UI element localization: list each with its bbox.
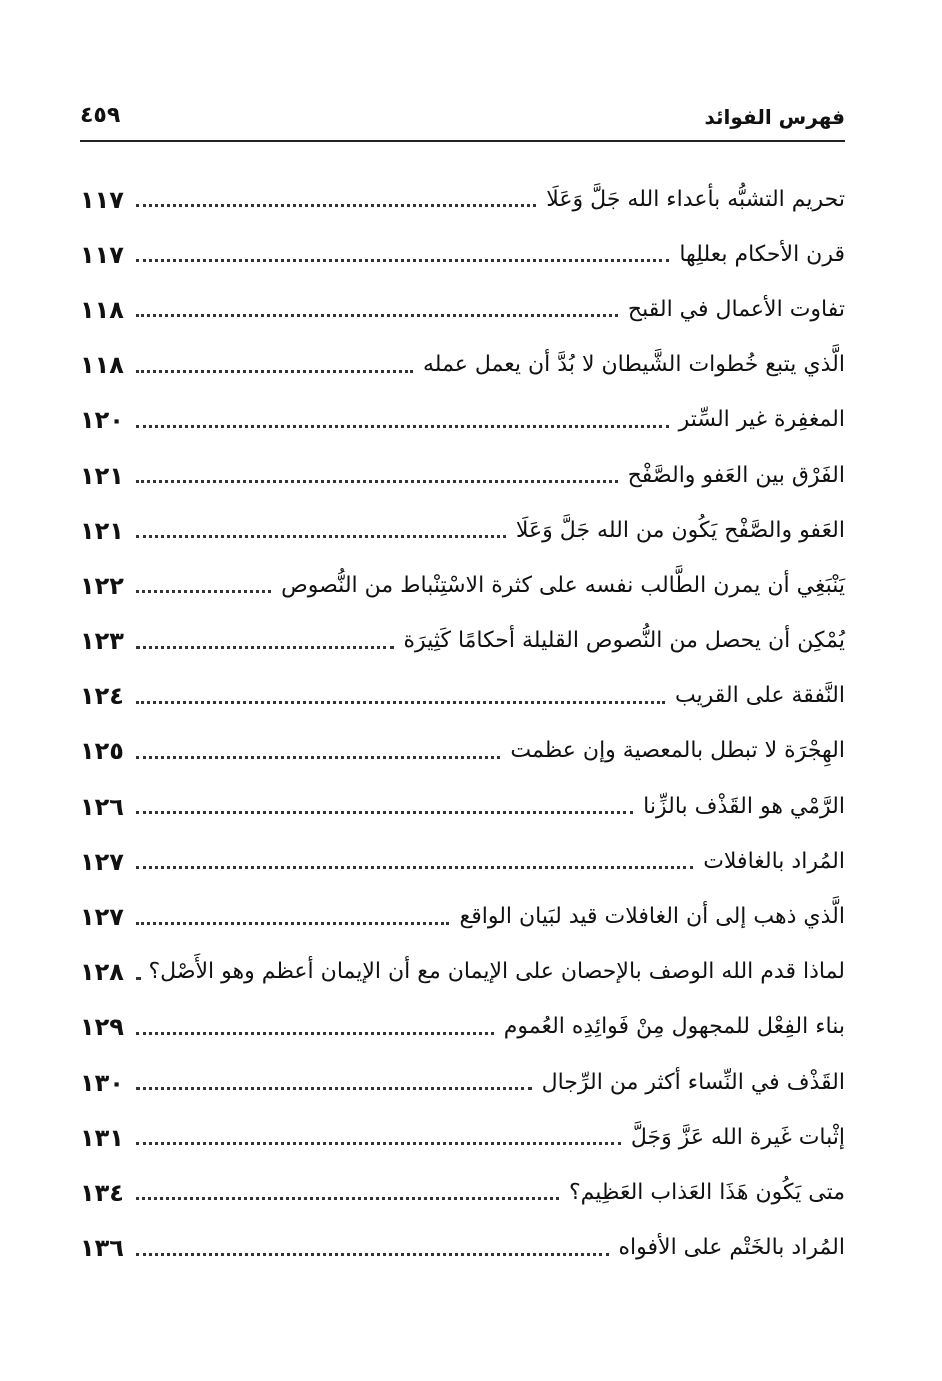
- index-entry: [80, 889, 845, 944]
- entry-text: تفاوت الأعمال في القبح: [627, 296, 845, 322]
- entry-page-number: ١٢٤: [80, 682, 124, 711]
- dot-leader: [136, 590, 271, 593]
- index-entry: [80, 669, 845, 724]
- index-entry: [80, 1110, 845, 1165]
- entry-page-number: ١١٨: [80, 295, 124, 324]
- entry-text: الَّذي يتبع خُطوات الشَّيطان لا بُدَّ أن يعمل عمله: [423, 352, 845, 378]
- dot-leader: [136, 756, 500, 759]
- dot-leader: [136, 977, 138, 980]
- index-entry: [80, 393, 845, 448]
- entry-page-number: ١٣٠: [80, 1068, 124, 1097]
- dot-leader: [136, 314, 618, 317]
- entry-text: الَّذي ذهب إلى أن الغافلات قيد لبَيان الواقع: [459, 904, 845, 930]
- index-entry: [80, 227, 845, 282]
- index-entry: [80, 945, 845, 1000]
- entry-text: الفَرْق بين العَفو والصَّفْح: [627, 462, 845, 488]
- page-header: [80, 96, 845, 144]
- dot-leader: [136, 259, 669, 262]
- running-title: فهرس الفوائد: [704, 105, 845, 129]
- entry-page-number: ١٣١: [80, 1123, 124, 1152]
- index-entry: [80, 558, 845, 613]
- entry-page-number: ١٢٧: [80, 903, 124, 932]
- index-entry: [80, 1000, 845, 1055]
- entry-page-number: ١٢١: [80, 461, 124, 490]
- dot-leader: [136, 1032, 494, 1035]
- dot-leader: [136, 1142, 621, 1145]
- header-rule: [80, 140, 845, 142]
- dot-leader: [136, 535, 506, 538]
- entry-text: المُراد بالخَتْم على الأفواه: [618, 1235, 845, 1261]
- entry-text: يَنْبَغِي أن يمرن الطَّالب نفسه على كثرة الاسْتِنْباط من النُّصوص: [281, 572, 845, 598]
- dot-leader: [136, 425, 669, 428]
- dot-leader: [136, 811, 633, 814]
- index-entry: [80, 1055, 845, 1110]
- dot-leader: [136, 866, 693, 869]
- entry-page-number: ١٢٠: [80, 406, 124, 435]
- index-entry: [80, 172, 845, 227]
- entry-page-number: ١١٨: [80, 351, 124, 380]
- entry-page-number: ١٣٦: [80, 1234, 124, 1263]
- entry-text: بناء الفِعْل للمجهول مِنْ فَوائِدِه العُموم: [503, 1014, 845, 1040]
- index-entry: [80, 1221, 845, 1276]
- entry-text: المغفِرة غير السِّتر: [678, 407, 845, 433]
- entry-page-number: ١١٧: [80, 240, 124, 269]
- entry-page-number: ١٢٣: [80, 627, 124, 656]
- dot-leader: [136, 370, 413, 373]
- index-entry: [80, 614, 845, 669]
- index-entry: [80, 448, 845, 503]
- entry-page-number: ١٢٥: [80, 737, 124, 766]
- entry-text: النَّفقة على القريب: [674, 683, 845, 709]
- index-entry: [80, 834, 845, 889]
- entry-page-number: ١٢٢: [80, 571, 124, 600]
- entry-page-number: ١٢٦: [80, 792, 124, 821]
- page-number: ٤٥٩: [80, 103, 121, 128]
- index-entry: [80, 1165, 845, 1220]
- dot-leader: [136, 646, 394, 649]
- entry-text: يُمْكِن أن يحصل من النُّصوص القليلة أحكامًا كَثِيرَة: [403, 628, 845, 654]
- dot-leader: [136, 701, 665, 704]
- index-entry: [80, 282, 845, 337]
- entry-page-number: ١٢١: [80, 516, 124, 545]
- entry-page-number: ١٣٤: [80, 1178, 124, 1207]
- dot-leader: [136, 1197, 559, 1200]
- dot-leader: [136, 1253, 609, 1256]
- entry-text: القَذْف في النِّساء أكثر من الرِّجال: [541, 1069, 845, 1095]
- dot-leader: [136, 204, 536, 207]
- dot-leader: [136, 1087, 532, 1090]
- entry-page-number: ١١٧: [80, 185, 124, 214]
- entry-text: تحريم التشبُّه بأعداء الله جَلَّ وَعَلَا: [546, 186, 845, 212]
- entry-text: لماذا قدم الله الوصف بالإحصان على الإيمان مع أن الإيمان أعظم وهو الأَصْل؟: [148, 959, 845, 985]
- entry-page-number: ١٢٧: [80, 847, 124, 876]
- index-entry: [80, 503, 845, 558]
- entry-page-number: ١٢٩: [80, 1013, 124, 1042]
- dot-leader: [136, 480, 618, 483]
- entry-text: المُراد بالغافلات: [703, 848, 845, 874]
- entry-text: إثْبات غَيرة الله عَزَّ وَجَلَّ: [630, 1124, 845, 1150]
- index-entry: [80, 724, 845, 779]
- entry-text: العَفو والصَّفْح يَكُون من الله جَلَّ وَعَلَا: [515, 517, 845, 543]
- entry-text: الهِجْرَة لا تبطل بالمعصية وإن عظمت: [510, 738, 845, 764]
- index-entry: [80, 338, 845, 393]
- entry-page-number: ١٢٨: [80, 958, 124, 987]
- entry-text: قرن الأحكام بعللِها: [679, 241, 845, 267]
- entry-text: متى يَكُون هَذَا العَذاب العَظِيم؟: [568, 1179, 845, 1205]
- entry-text: الرَّمْي هو القَذْف بالزِّنا: [643, 793, 845, 819]
- benefits-index-list: [80, 172, 845, 1276]
- dot-leader: [136, 922, 449, 925]
- index-entry: [80, 779, 845, 834]
